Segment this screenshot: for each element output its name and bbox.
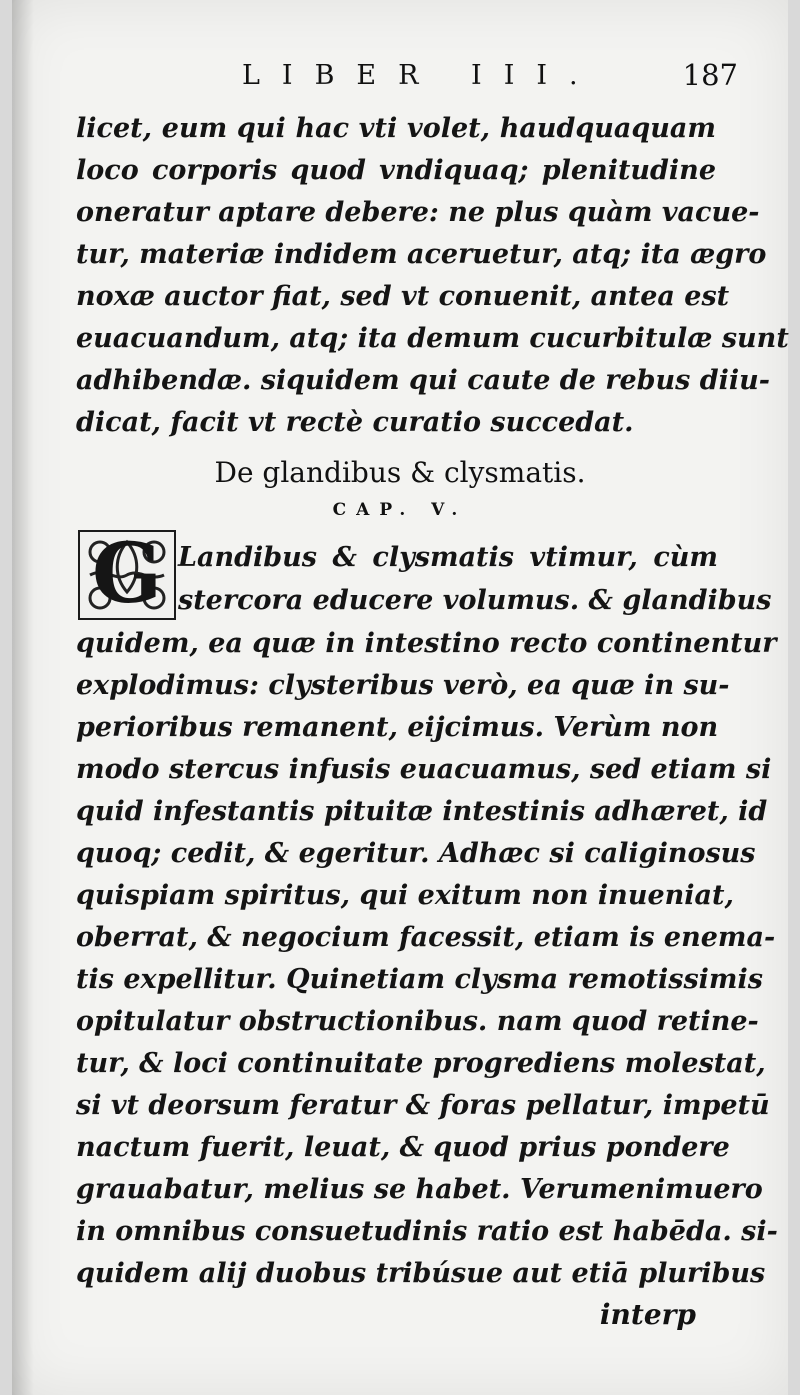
text-line: explodimus: clysteribus verò, ea quæ in su- xyxy=(76,670,730,701)
drop-cap-letter: G xyxy=(91,526,163,622)
text-line: tis expellitur. Quinetiam clysma remotissimis xyxy=(76,964,763,995)
text-line: tur, materiæ indidem aceruetur, atq; ita ægro xyxy=(76,239,767,270)
text-line: stercora educere volumus. & glandibus xyxy=(178,585,772,616)
text-line: noxæ auctor fiat, sed vt conuenit, antea est xyxy=(76,281,730,312)
text-line: grauabatur, melius se habet. Verumenimuero xyxy=(76,1174,763,1205)
chapter-label: CAP. V. xyxy=(332,500,468,520)
catchword: interp xyxy=(599,1298,696,1331)
text-line: dicat, facit vt rectè curatio succedat. xyxy=(76,407,634,438)
text-line: opitulatur obstructionibus. nam quod retine- xyxy=(76,1006,759,1037)
decorated-initial xyxy=(78,526,176,622)
text-line: modo stercus infusis euacuamus, sed etiam si xyxy=(76,754,772,785)
book-page xyxy=(12,0,788,1395)
text-line: quidem alij duobus tribúsue aut etiā pluribus xyxy=(76,1258,766,1289)
text-line: quid infestantis pituitæ intestinis adhæret, id xyxy=(76,796,768,827)
section-heading: De glandibus & clysmatis. xyxy=(214,456,586,489)
text-line: loco corporis quod vndiquaq; plenitudine xyxy=(76,155,716,186)
text-line: quoq; cedit, & egeritur. Adhæc si caliginosus xyxy=(76,838,756,869)
text-line: Landibus & clysmatis vtimur, cùm xyxy=(178,542,718,573)
page-number: 187 xyxy=(682,58,738,92)
text-line: tur, & loci continuitate progrediens molestat, xyxy=(76,1048,766,1079)
text-line: oberrat, & negocium facessit, etiam is enema- xyxy=(76,922,776,953)
running-head xyxy=(72,58,748,94)
running-head-title: LIBER III. xyxy=(242,60,600,91)
text-line: quispiam spiritus, qui exitum non inueniat, xyxy=(76,880,734,911)
page-gutter-shadow xyxy=(12,0,34,1395)
text-line: licet, eum qui hac vti volet, haudquaquam xyxy=(76,113,716,144)
text-line: quidem, ea quæ in intestino recto continentur xyxy=(76,628,777,659)
text-line: oneratur aptare debere: ne plus quàm vacue- xyxy=(76,197,760,228)
text-line: perioribus remanent, eijcimus. Verùm non xyxy=(76,712,719,743)
text-line: adhibendæ. siquidem qui caute de rebus diiu- xyxy=(76,365,771,396)
text-line: si vt deorsum feratur & foras pellatur, impetū xyxy=(76,1090,770,1121)
text-line: nactum fuerit, leuat, & quod prius pondere xyxy=(76,1132,730,1163)
text-line: euacuandum, atq; ita demum cucurbitulæ sunt xyxy=(76,323,789,354)
text-line: in omnibus consuetudinis ratio est habēda. si- xyxy=(76,1216,778,1247)
